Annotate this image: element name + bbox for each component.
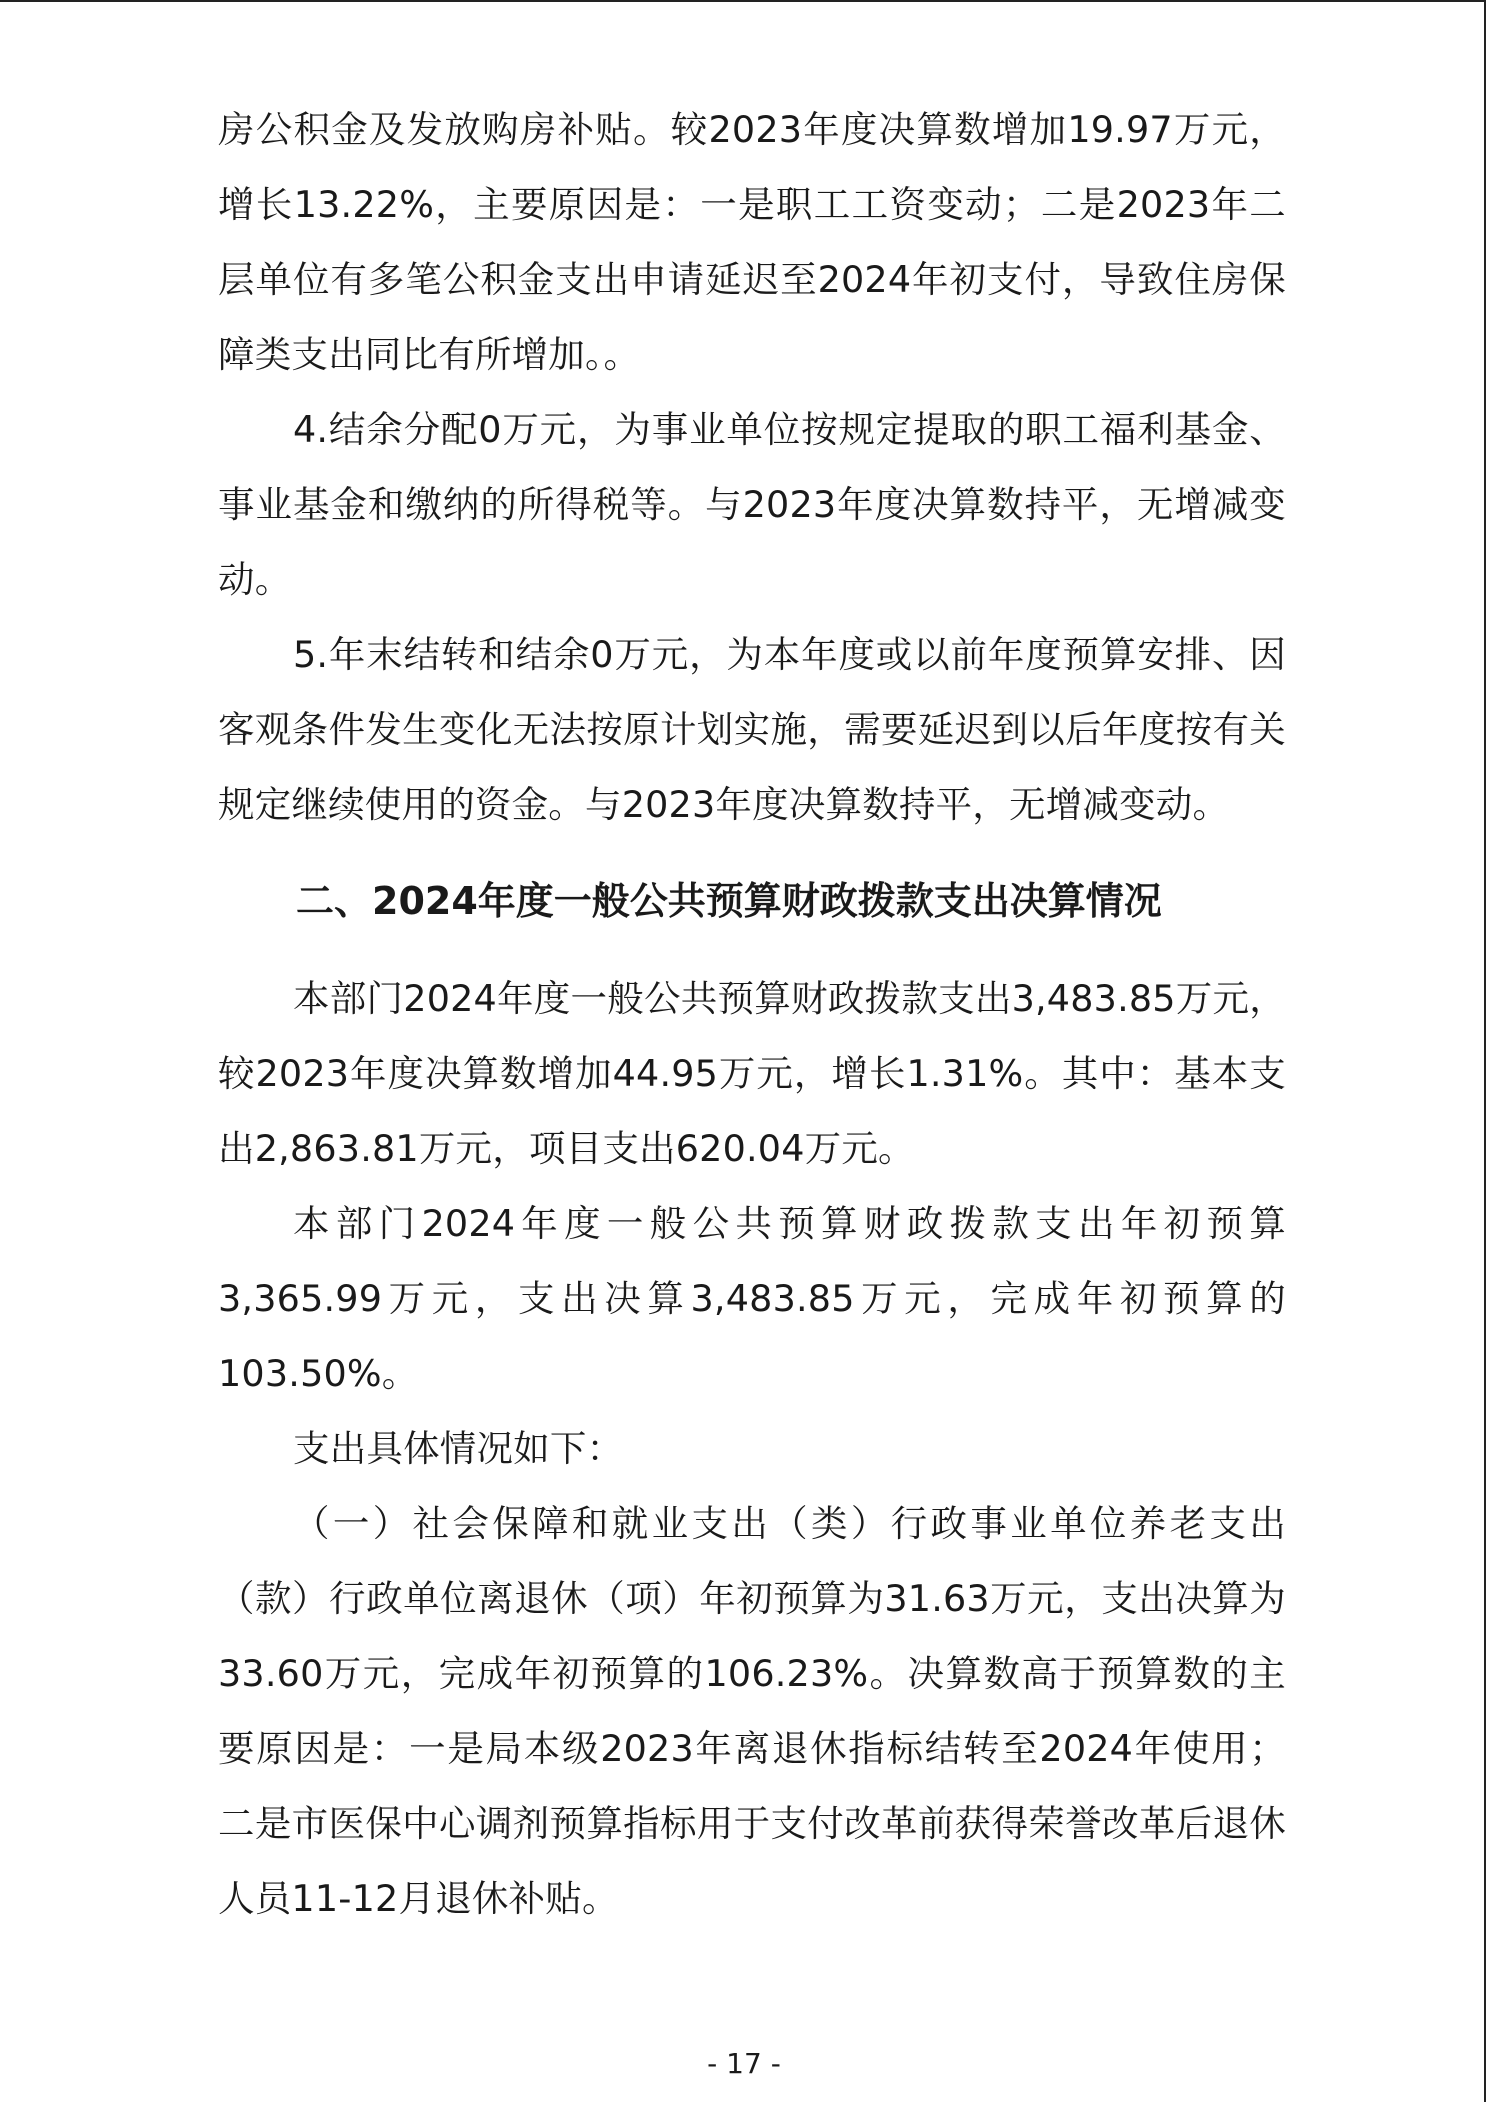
paragraph-budget-completion: 本部门2024年度一般公共预算财政拨款支出年初预算3,365.99万元，支出决算3,483.85万元，完成年初预算的103.50%。	[218, 1202, 1286, 1395]
document-body	[218, 92, 1286, 1936]
paragraph-housing-fund: 房公积金及发放购房补贴。较2023年度决算数增加19.97万元，增长13.22%，主要原因是：一是职工工资变动；二是2023年二层单位有多笔公积金支出申请延迟至2024年初支付，导致住房保障类支出同比有所增加。。	[218, 108, 1286, 376]
paragraph-details-intro: 支出具体情况如下：	[293, 1427, 624, 1470]
paragraph-total-expenditure: 本部门2024年度一般公共预算财政拨款支出3,483.85万元，较2023年度决算数增加44.95万元，增长1.31%。其中：基本支出2,863.81万元，项目支出620.04万元。	[218, 977, 1286, 1170]
paragraph-surplus-distribution: 4.结余分配0万元，为事业单位按规定提取的职工福利基金、事业基金和缴纳的所得税等。与2023年度决算数持平，无增减变动。	[218, 408, 1286, 601]
paragraph-social-security: （一）社会保障和就业支出（类）行政事业单位养老支出（款）行政单位离退休（项）年初预算为31.63万元，支出决算为33.60万元，完成年初预算的106.23%。决算数高于预算数的主要原因是：一是局本级2023年离退休指标结转至2024年使用；二是市医保中心调剂预算指标用于支付改革前获得荣誉改革后退休人员11-12月退休补贴。	[218, 1502, 1286, 1920]
page-number: - 17 -	[707, 2047, 781, 2080]
paragraph-year-end-carryover: 5.年末结转和结余0万元，为本年度或以前年度预算安排、因客观条件发生变化无法按原计划实施，需要延迟到以后年度按有关规定继续使用的资金。与2023年度决算数持平，无增减变动。	[218, 633, 1286, 826]
section-heading: 二、2024年度一般公共预算财政拨款支出决算情况	[296, 879, 1162, 923]
